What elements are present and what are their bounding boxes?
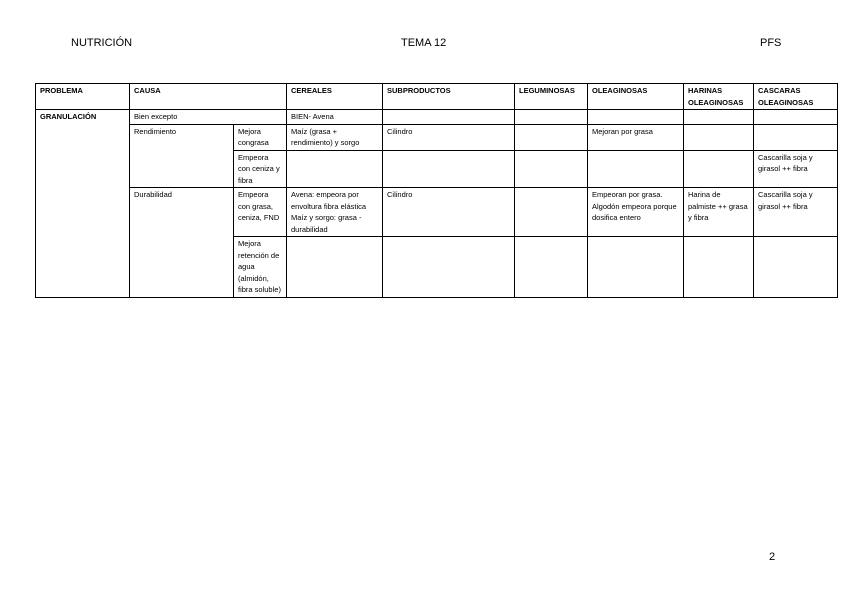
sub-causa-cell: Mejora congrasa: [234, 124, 287, 150]
causa-bien-excepto: Bien excepto: [130, 110, 287, 125]
empty-cell: [684, 150, 754, 188]
cereales-cell: Maíz (grasa + rendimiento) y sorgo: [287, 124, 383, 150]
header-leguminosas: LEGUMINOSAS: [515, 84, 588, 110]
empty-cell: [754, 124, 838, 150]
empty-cell: [383, 237, 515, 298]
header-center-title: TEMA 12: [401, 37, 447, 49]
header-cascaras: CASCARAS OLEAGINOSAS: [754, 84, 838, 110]
empty-cell: [588, 110, 684, 125]
table-row: [36, 188, 838, 237]
page-number: 2: [769, 551, 776, 563]
empty-cell: [684, 124, 754, 150]
header-oleaginosas: OLEAGINOSAS: [588, 84, 684, 110]
header-problema: PROBLEMA: [36, 84, 130, 110]
oleaginosas-cell: Mejoran por grasa: [588, 124, 684, 150]
empty-cell: [515, 237, 588, 298]
cereales-cell: Avena: empeora por envoltura fibra elástica Maíz y sorgo: grasa - durabilidad: [287, 188, 383, 237]
empty-cell: [588, 237, 684, 298]
cascaras-cell: Cascarilla soja y girasol ++ fibra: [754, 188, 838, 237]
header-cereales: CEREALES: [287, 84, 383, 110]
empty-cell: [684, 237, 754, 298]
harinas-cell: Harina de palmiste ++ grasa y fibra: [684, 188, 754, 237]
table-row: [36, 124, 838, 150]
table-header-row: [36, 84, 838, 110]
causa-rendimiento: Rendimiento: [130, 124, 234, 188]
header-left-title: NUTRICIÓN: [71, 37, 133, 49]
empty-cell: [515, 188, 588, 237]
empty-cell: [515, 110, 588, 125]
empty-cell: [515, 124, 588, 150]
empty-cell: [287, 237, 383, 298]
sub-causa-cell: Empeora con ceniza y fibra: [234, 150, 287, 188]
empty-cell: [588, 150, 684, 188]
empty-cell: [754, 237, 838, 298]
cereales-cell: BIEN- Avena: [287, 110, 383, 125]
problema-cell: GRANULACIÓN: [36, 110, 130, 298]
cascaras-cell: Cascarilla soja y girasol ++ fibra: [754, 150, 838, 188]
oleaginosas-cell: Empeoran por grasa. Algodón empeora porque dosifica entero: [588, 188, 684, 237]
granulation-table: [35, 83, 838, 298]
empty-cell: [684, 110, 754, 125]
causa-durabilidad: Durabilidad: [130, 188, 234, 298]
table-row: [36, 110, 838, 125]
empty-cell: [287, 150, 383, 188]
empty-cell: [754, 110, 838, 125]
empty-cell: [383, 150, 515, 188]
sub-causa-cell: Empeora con grasa, ceniza, FND: [234, 188, 287, 237]
header-causa: CAUSA: [130, 84, 287, 110]
header-subproductos: SUBPRODUCTOS: [383, 84, 515, 110]
sub-causa-cell: Mejora retención de agua (almidón, fibra soluble): [234, 237, 287, 298]
empty-cell: [515, 150, 588, 188]
header-harinas: HARINAS OLEAGINOSAS: [684, 84, 754, 110]
header-right-title: PFS: [760, 37, 782, 49]
subproductos-cell: Cilindro: [383, 124, 515, 150]
subproductos-cell: Cilindro: [383, 188, 515, 237]
empty-cell: [383, 110, 515, 125]
